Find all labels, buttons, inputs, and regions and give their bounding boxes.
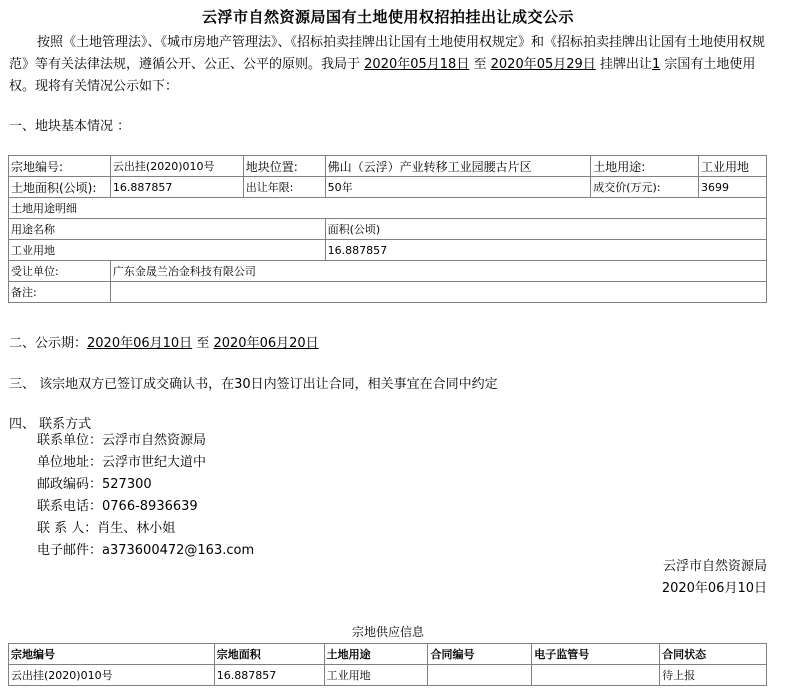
signature-org: 云浮市自然资源局 xyxy=(662,559,767,574)
intro-text-2: 挂牌出让 xyxy=(599,57,652,72)
publicity-end: 2020年06月20日 xyxy=(213,336,319,351)
supply-code: 云出挂(2020)010号 xyxy=(9,665,215,686)
supply-header-status: 合同状态 xyxy=(660,644,767,665)
section-1-heading: 一、地块基本情况 ： xyxy=(9,119,131,134)
parcel-table xyxy=(8,155,767,303)
table-row xyxy=(9,177,767,198)
parcel-location-value: 佛山（云浮）产业转移工业园腰古片区 xyxy=(325,156,591,177)
supply-supervision xyxy=(532,665,660,686)
supply-table xyxy=(8,643,767,686)
table-row xyxy=(9,219,767,240)
publicity-start: 2020年06月10日 xyxy=(87,336,193,351)
supply-header-code: 宗地编号 xyxy=(9,644,215,665)
parcel-code-label: 宗地编号: xyxy=(9,156,111,177)
supply-header-area: 宗地面积 xyxy=(214,644,324,665)
contact-person: 联 系 人：肖生、林小姐 xyxy=(37,521,176,536)
table-row xyxy=(9,198,767,219)
supply-status: 待上报 xyxy=(660,665,767,686)
remark-label: 备注: xyxy=(9,282,111,303)
intro-to: 至 xyxy=(473,57,487,72)
supply-header-supervision: 电子监管号 xyxy=(532,644,660,665)
table-row xyxy=(9,282,767,303)
parcel-term-value: 50年 xyxy=(325,177,591,198)
table-header-row xyxy=(9,644,767,665)
table-row xyxy=(9,665,767,686)
contact-postcode: 邮政编码：527300 xyxy=(37,477,152,492)
intro-text-3: 宗国有土地使用权。现将有关情况公示如下： xyxy=(9,57,756,94)
section-2 xyxy=(9,332,319,351)
parcel-use-label: 土地用途: xyxy=(591,156,699,177)
listing-end-date: 2020年05月29日 xyxy=(490,57,596,72)
assignee-label: 受让单位: xyxy=(9,261,111,282)
publicity-to: 至 xyxy=(196,336,210,351)
section-3: 三、 该宗地双方已签订成交确认书，在30日内签订出让合同，相关事宜在合同中约定 xyxy=(9,377,498,392)
parcel-location-label: 地块位置: xyxy=(243,156,325,177)
contact-email: 电子邮件：a373600472@163.com xyxy=(37,543,255,558)
usage-area-header: 面积(公顷) xyxy=(325,219,766,240)
section-4-heading: 四、 联系方式 xyxy=(9,417,92,432)
page-title: 云浮市自然资源局国有土地使用权招拍挂出让成交公示 xyxy=(201,8,574,26)
parcel-price-label: 成交价(万元): xyxy=(591,177,699,198)
table-row xyxy=(9,156,767,177)
contact-address: 单位地址：云浮市世纪大道中 xyxy=(37,455,207,470)
supply-header-contract: 合同编号 xyxy=(428,644,532,665)
contact-block xyxy=(37,430,254,562)
table-row xyxy=(9,261,767,282)
table-row xyxy=(9,240,767,261)
listing-start-date: 2020年05月18日 xyxy=(364,57,470,72)
usage-detail-label: 土地用途明细 xyxy=(9,198,767,219)
publicity-label: 二、公示期： xyxy=(9,336,88,351)
supply-contract xyxy=(428,665,532,686)
parcel-code-value: 云出挂(2020)010号 xyxy=(110,156,243,177)
signature-block xyxy=(662,556,767,600)
parcel-count: 1 xyxy=(651,57,661,72)
remark-value xyxy=(110,282,766,303)
contact-phone: 联系电话：0766-8936639 xyxy=(37,499,198,514)
parcel-area-label: 土地面积(公顷): xyxy=(9,177,111,198)
signature-date: 2020年06月10日 xyxy=(661,581,767,596)
parcel-term-label: 出让年限: xyxy=(243,177,325,198)
intro-text-1: 按照《土地管理法》、《城市房地产管理法》、《招标拍卖挂牌出让国有土地使用权规定》和《招标拍卖挂牌出让国有土地使用权规范》等有关法律法规，遵循公开、公正、公平的原则。我局于 xyxy=(9,35,766,72)
supply-area: 16.887857 xyxy=(214,665,324,686)
usage-name: 工业用地 xyxy=(9,240,326,261)
contact-unit: 联系单位：云浮市自然资源局 xyxy=(37,433,207,448)
supply-use: 工业用地 xyxy=(324,665,428,686)
intro-paragraph xyxy=(9,32,769,98)
parcel-price-value: 3699 xyxy=(699,177,767,198)
supply-info-title: 宗地供应信息 xyxy=(351,625,424,639)
parcel-use-value: 工业用地 xyxy=(699,156,767,177)
assignee-value: 广东金晟兰冶金科技有限公司 xyxy=(110,261,766,282)
parcel-area-value: 16.887857 xyxy=(110,177,243,198)
supply-header-use: 土地用途 xyxy=(324,644,428,665)
usage-name-header: 用途名称 xyxy=(9,219,326,240)
usage-area: 16.887857 xyxy=(325,240,766,261)
